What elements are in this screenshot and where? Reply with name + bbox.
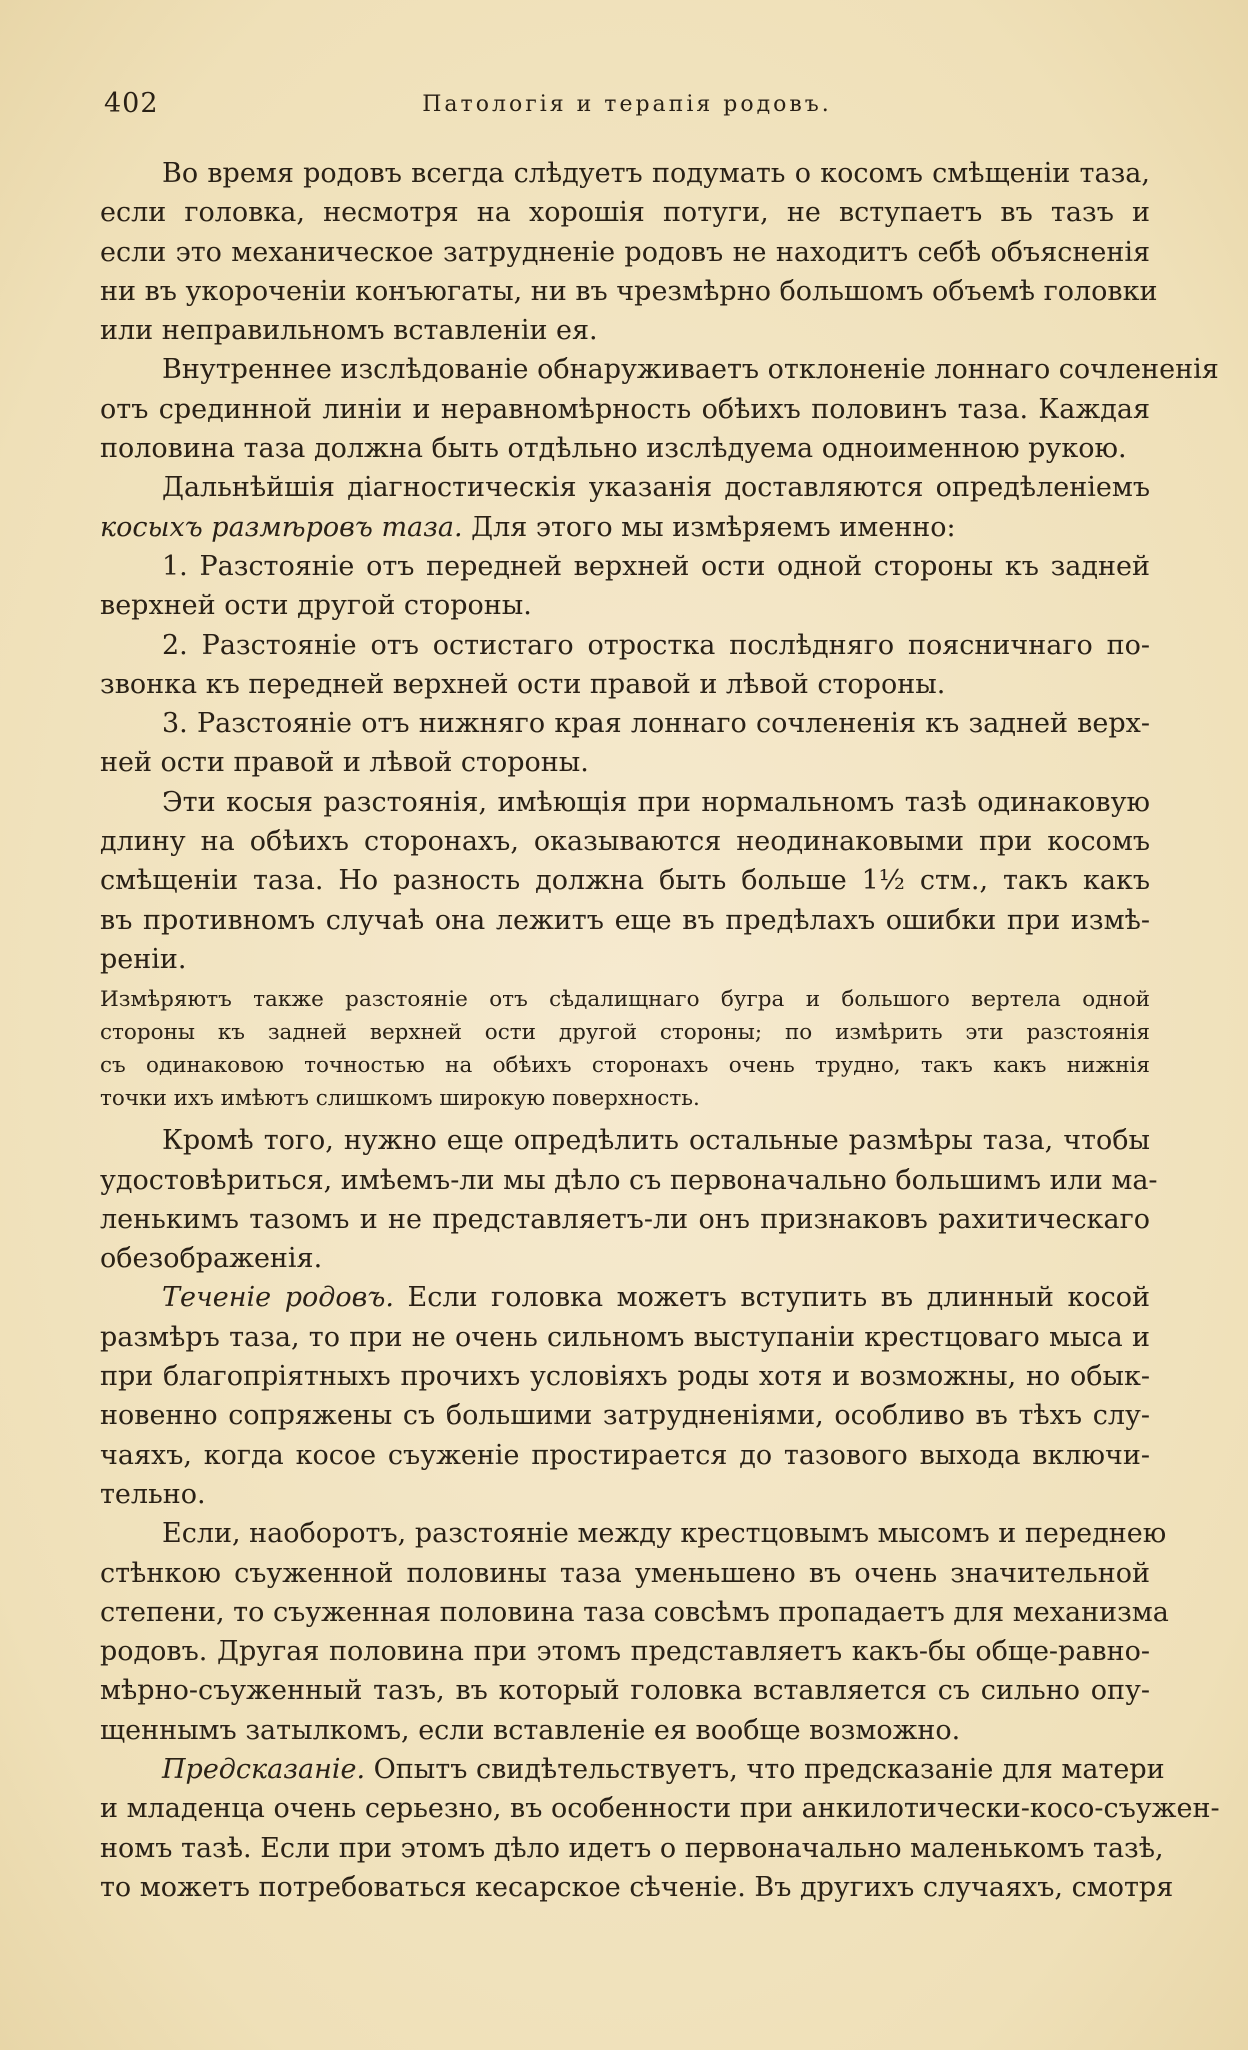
text-line: половина таза должна быть отдѣльно изслѣдуема одноименною рукою. [100,433,1127,465]
text-line: щеннымъ затылкомъ, если вставленіе ея вообще возможно. [100,1714,961,1746]
text-line: реніи. [100,943,187,975]
text-line: и младенца очень серьезно, въ особенности при анкилотически-косо-съужен- [100,1793,1220,1825]
text-line: 3. Разстояніе отъ нижняго края лоннаго сочлененія къ задней верх- [162,708,1150,740]
text-line: стѣнкою съуженной половины таза уменьшено въ очень значительной [100,1557,1150,1589]
text-line: длину на обѣихъ сторонахъ, оказываются неодинаковыми при косомъ [100,826,1150,858]
text-line: номъ тазѣ. Если при этомъ дѣло идетъ о первоначально маленькомъ тазѣ, [100,1832,1164,1864]
italic-heading: Предсказаніе. [162,1753,366,1785]
text-line: то можетъ потребоваться кесарское сѣченіе. Въ другихъ случаяхъ, смотря [100,1871,1174,1903]
line-text: Опытъ свидѣтельствуетъ, что предсказаніе для матери [365,1753,1165,1785]
text-line: 1. Разстояніе отъ передней верхней ости одной стороны къ задней [162,550,1150,582]
page-number: 402 [104,88,159,119]
text-line: Внутреннее изслѣдованіе обнаруживаетъ отклоненіе лоннаго сочлененія [162,354,1219,386]
footnote-line: точки ихъ имѣютъ слишкомъ широкую поверхность. [100,1086,700,1112]
text-line: Если, наоборотъ, разстояніе между крестцовымъ мысомъ и переднею [162,1518,1167,1550]
text-line: Эти косыя разстоянія, имѣющія при нормальномъ тазѣ одинаковую [162,786,1150,818]
text-line [100,1750,1165,1789]
text-line: въ противномъ случаѣ она лежитъ еще въ предѣлахъ ошибки при измѣ- [100,904,1150,936]
text-line [100,508,1150,547]
text-line: ни въ укороченіи конъюгаты, ни въ чрезмѣрно большомъ объемѣ головки [100,275,1158,307]
text-line: новенно сопряжены съ большими затрудненіями, особливо въ тѣхъ слу- [100,1400,1150,1432]
footnote-line: Измѣряютъ также разстояніе отъ сѣдалищнаго бугра и большого вертела одной [100,987,1150,1013]
text-line: степени, то съуженная половина таза совсѣмъ пропадаетъ для механизма [100,1596,1169,1628]
text-line: ленькимъ тазомъ и не представляетъ-ли онъ признаковъ рахитическаго [100,1203,1150,1235]
text-line: ней ости правой и лѣвой стороны. [100,747,589,779]
line-text: Если головка можетъ вступить въ длинный косой [393,1282,1150,1314]
text-line: Дальнѣйшія діагностическія указанія доставляются опредѣленіемъ [162,472,1150,504]
page-header [104,88,1150,128]
text-line [100,1278,1150,1317]
text-line: 2. Разстояніе отъ остистаго отростка послѣдняго поясничнаго по- [162,629,1150,661]
text-line: если это механическое затрудненіе родовъ не находитъ себѣ объясненія [100,236,1150,268]
text-line: родовъ. Другая половина при этомъ представляетъ какъ-бы обще-равно- [100,1636,1150,1668]
text-line: мѣрно-съуженный тазъ, въ который головка вставляется съ сильно опу- [100,1675,1150,1707]
text-line: тельно. [100,1478,206,1510]
text-line: обезображенія. [100,1243,323,1275]
text-line: смѣщеніи таза. Но разность должна быть больше 1½ стм., такъ какъ [100,865,1150,897]
text-line: Во время родовъ всегда слѣдуетъ подумать о косомъ смѣщеніи таза, [162,158,1150,189]
text-line: Кромѣ того, нужно еще опредѣлить остальные размѣры таза, чтобы [162,1125,1150,1157]
text-line: удостовѣриться, имѣемъ-ли мы дѣло съ первоначально большимъ или ма- [100,1164,1158,1196]
text-line: если головка, несмотря на хорошія потуги, не вступаетъ въ тазъ и [100,197,1150,229]
text-line: при благопріятныхъ прочихъ условіяхъ роды хотя и возможны, но обык- [100,1361,1150,1393]
text-line: чаяхъ, когда косое съуженіе простирается до тазового выхода включи- [100,1439,1150,1471]
italic-heading: косыхъ размѣровъ таза. [100,511,463,543]
text-line: верхней ости другой стороны. [100,590,532,622]
line-text: Для этого мы измѣряемъ именно: [462,511,956,543]
italic-heading: Теченіе родовъ. [162,1282,394,1314]
footnote-line: стороны къ задней верхней ости другой стороны; по измѣрить эти разстоянія [100,1020,1150,1046]
footnote-line: съ одинаковою точностью на обѣихъ сторонахъ очень трудно, такъ какъ нижнія [100,1053,1150,1079]
text-line: звонка къ передней верхней ости правой и лѣвой стороны. [100,668,946,700]
body-text [100,154,1220,1907]
running-title: Патологія и терапія родовъ. [422,92,832,117]
text-line: или неправильномъ вставленіи ея. [100,315,598,347]
text-line: размѣръ таза, то при не очень сильномъ выступаніи крестцоваго мыса и [100,1321,1150,1353]
text-line: отъ срединной линіи и неравномѣрность обѣихъ половинъ таза. Каждая [100,393,1150,425]
